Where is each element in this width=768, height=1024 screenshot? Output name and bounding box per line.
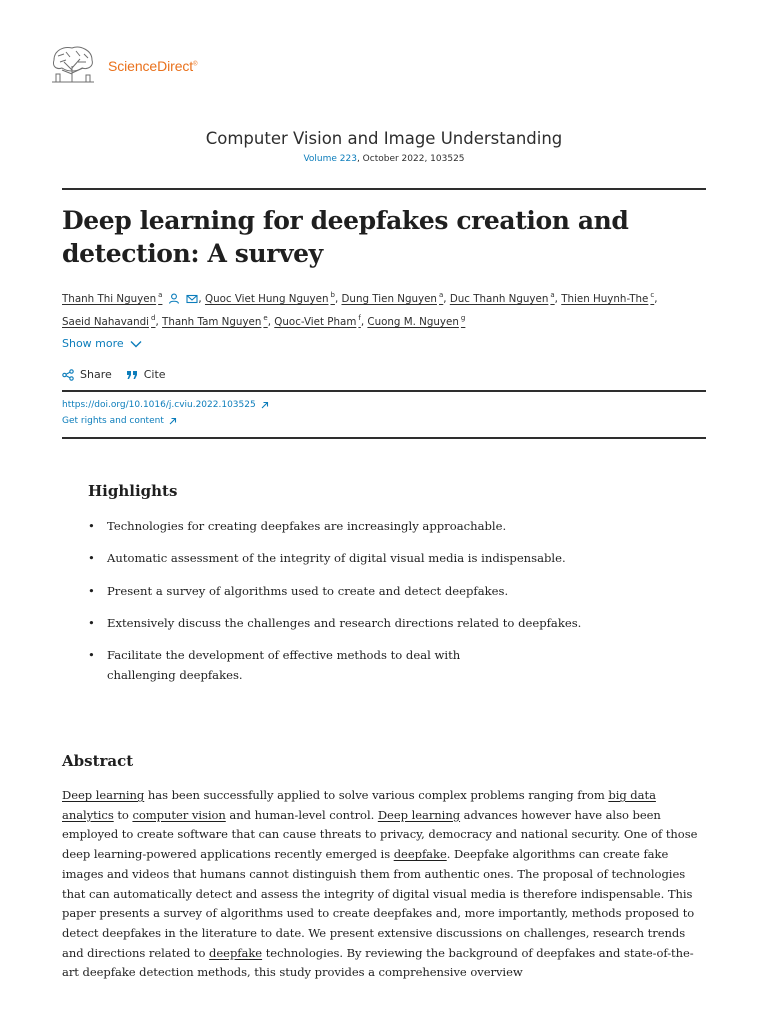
share-button[interactable] [62, 368, 112, 381]
term-link[interactable]: deepfake [209, 945, 263, 960]
share-label: Share [80, 368, 112, 381]
author-link[interactable]: Quoc-Viet Pham $^f$ [274, 314, 361, 328]
cite-button[interactable] [126, 368, 166, 381]
rights-link[interactable] [62, 416, 177, 426]
elsevier-tree-icon [50, 44, 96, 84]
external-link-icon [168, 417, 177, 426]
term-link[interactable]: Deep learning [62, 788, 145, 802]
email-icon[interactable] [186, 294, 198, 304]
highlights-list [88, 516, 588, 697]
term-link[interactable]: Deep learning [377, 807, 461, 822]
external-link-icon [260, 401, 269, 410]
list-item: • Extensively discuss the challenges and research directions related to deepfakes. [88, 615, 582, 630]
term-link[interactable]: computer vision [132, 807, 226, 822]
highlights-heading: Highlights [88, 482, 178, 500]
show-more-label: Show more [62, 337, 124, 350]
journal-name[interactable]: Computer Vision and Image Understanding [205, 129, 563, 148]
rights-text: Get rights and content [62, 416, 164, 426]
article-actions [62, 368, 180, 381]
author-link[interactable]: Cuong M. Nguyen $^g$ [367, 314, 466, 328]
abstract-text: Deep learning has been successfully applied to solve various complex problems ranging from big data analytics to computer vision and human-level control. Deep learning advances however have also been employed to create software that can cause threats to privacy, democracy and national security. One of those deep learning-powered applications recently emerged is deepfake. Deepfake algorithms can create fake images and videos that humans cannot distinguish them from authentic ones. The proposal of technologies that can automatically detect and assess the integrity of digital visual media is therefore indispensable. This paper presents a survey of algorithms used to create deepfakes and, more importantly, methods proposed to detect deepfakes in the literature to date. We present extensive discussions on challenges, research trends and directions related to deepfake technologies. By reviewing the background of deepfakes and state-of-the-art deepfake detection methods, this study provides a comprehensive overview [62, 788, 698, 980]
author-link[interactable]: Duc Thanh Nguyen $^a$ [449, 291, 555, 305]
cite-label: Cite [143, 368, 166, 381]
author-list: Thanh Thi Nguyen $^a$ , Quoc Viet Hung Nguyen $^b$, Dung Tien Nguyen $^a$, Duc Thanh Nguyen $^a$, Thien Huynh-The $^c$, Saeid Nahavandi $^d$, Thanh Tam Nguyen $^e$, Quoc-Viet Pham $^f$, Cuong M. Nguyen $^g$ [62, 291, 658, 328]
list-item: • Automatic assessment of the integrity of digital visual media is indispensable. [88, 551, 566, 566]
article-title: Deep learning for deepfakes creation and detection: A survey [62, 206, 629, 268]
divider-bottom [62, 437, 706, 439]
list-item: • Present a survey of algorithms used to create and detect deepfakes. [88, 583, 509, 598]
volume-info: Volume 223, October 2022, 103525 [303, 154, 465, 164]
term-link[interactable]: deepfake [393, 847, 447, 862]
list-item: • Facilitate the development of effective methods to deal with challenging deepfakes. [88, 648, 461, 683]
author-link[interactable]: Thien Huynh-The $^c$ [561, 291, 655, 305]
author-link[interactable]: Thanh Thi Nguyen $^a$ [62, 291, 163, 305]
abstract-heading: Abstract [62, 752, 134, 770]
person-icon[interactable] [168, 293, 180, 304]
doi-text: https://doi.org/10.1016/j.cviu.2022.103525 [62, 400, 256, 410]
brand-name: ScienceDirect® [108, 58, 198, 74]
quote-icon [126, 370, 138, 380]
chevron-down-icon [130, 340, 142, 348]
volume-link[interactable]: Volume 223 [303, 154, 357, 164]
author-link[interactable]: Thanh Tam Nguyen $^e$ [162, 314, 268, 328]
share-icon [62, 369, 74, 381]
doi-link[interactable] [62, 400, 269, 410]
show-more-button[interactable] [62, 337, 142, 350]
term-link[interactable]: big data analytics [62, 788, 656, 822]
author-link[interactable]: Saeid Nahavandi $^d$ [62, 314, 156, 328]
divider-actions [62, 390, 706, 392]
author-link[interactable]: Dung Tien Nguyen $^a$ [341, 291, 444, 305]
sciencedirect-logo[interactable] [50, 44, 198, 84]
list-item: • Technologies for creating deepfakes are increasingly approachable. [88, 519, 507, 533]
divider-top [62, 188, 706, 190]
author-link[interactable]: Quoc Viet Hung Nguyen $^b$ [204, 291, 335, 305]
